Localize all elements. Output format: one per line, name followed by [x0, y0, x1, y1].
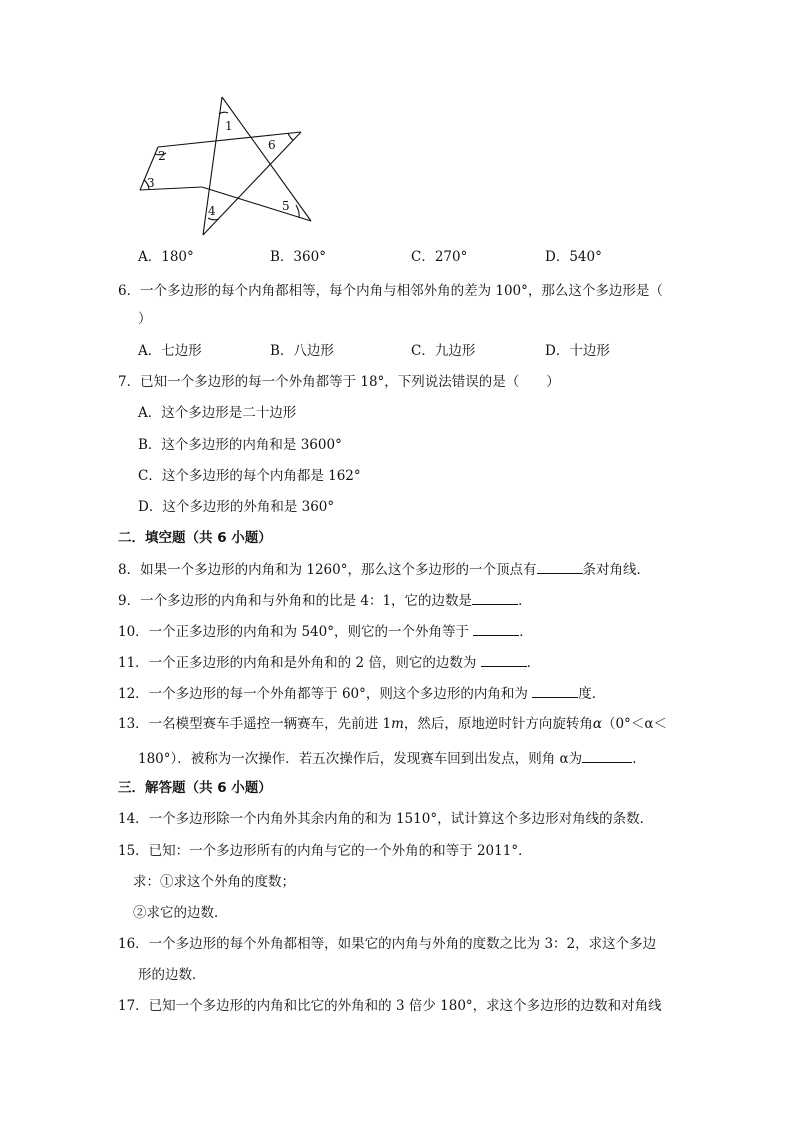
angle-label-4: 4	[208, 204, 216, 218]
q7-option-b[interactable]: B．这个多边形的内角和是 3600°	[138, 437, 342, 453]
q13-alpha: α	[592, 716, 602, 732]
q11	[118, 653, 540, 672]
q8-answer-blank[interactable]	[537, 560, 583, 574]
q13-line2-text-a: 180°）．被称为一次操作．若五次操作后，发现赛车回到出发点，则角 α为	[138, 751, 583, 767]
q5-option-b[interactable]: B．360°	[270, 249, 326, 265]
section-solve-title: 三．解答题（共 6 小题）	[118, 780, 272, 796]
q16-line-2: 形的边数．	[138, 967, 206, 983]
q8-text-a: 8．如果一个多边形的内角和为 1260°，那么这个多边形的一个顶点有	[118, 562, 537, 578]
q14: 14．一个多边形除一个内角外其余内角的和为 1510°，试计算这个多边形对角线的条数．	[118, 811, 654, 827]
q15-sub-2: ②求它的边数．	[133, 905, 228, 921]
q9-text-a: 9．一个多边形的内角和与外角和的比是 4：1，它的边数是	[118, 593, 473, 609]
q9-answer-blank[interactable]	[472, 591, 518, 605]
q10-text-a: 10．一个正多边形的内角和为 540°，则它的一个外角等于	[118, 624, 474, 640]
q11-text-a: 11．一个正多边形的内角和是外角和的 2 倍，则它的边数为	[118, 655, 481, 671]
q5-option-c[interactable]: C．270°	[411, 249, 468, 265]
q10-answer-blank[interactable]	[473, 622, 519, 636]
q6-option-b[interactable]: B．八边形	[270, 343, 334, 359]
section-fill-in-title: 二．填空题（共 6 小题）	[118, 530, 272, 546]
angle-arc-6	[288, 133, 293, 140]
q13-text-c: （0°＜α＜	[602, 716, 667, 732]
q12	[118, 684, 605, 703]
q6-option-a[interactable]: A．七边形	[138, 343, 202, 359]
q12-text-b: 度．	[578, 686, 606, 702]
q13-text-a: 13．一名模型赛车手遥控一辆赛车，先前进 1	[118, 716, 392, 732]
q6-stem: 6．一个多边形的每个内角都相等，每个内角与相邻外角的差为 100°，那么这个多边形是（	[118, 283, 663, 299]
q5-option-a[interactable]: A．180°	[138, 249, 194, 265]
figure-line-ab	[222, 97, 311, 221]
q7-option-a[interactable]: A．这个多边形是二十边形	[138, 405, 297, 421]
q13-line-2	[138, 749, 646, 768]
q12-answer-blank[interactable]	[532, 684, 578, 698]
angle-label-1: 1	[225, 119, 233, 133]
q12-text-a: 12．一个多边形的每一个外角都等于 60°，则这个多边形的内角和为	[118, 686, 533, 702]
q8-text-b: 条对角线．	[582, 562, 650, 578]
q8	[118, 560, 650, 579]
angle-label-6: 6	[268, 138, 276, 152]
q6-option-c[interactable]: C．九边形	[411, 343, 476, 359]
q17-line-1: 17．已知一个多边形的内角和比它的外角和的 3 倍少 180°，求这个多边形的边数和对角线	[118, 998, 662, 1014]
q15-stem: 15．已知：一个多边形所有的内角与它的一个外角的和等于 2011°．	[118, 843, 532, 859]
q13-line2-text-b: ．	[632, 751, 646, 767]
q13-line-1	[118, 715, 667, 733]
q7-option-d[interactable]: D．这个多边形的外角和是 360°	[138, 499, 335, 515]
q7-option-c[interactable]: C．这个多边形的每个内角都是 162°	[138, 468, 361, 484]
q7-stem: 7．已知一个多边形的每一个外角都等于 18°，下列说法错误的是（ ）	[118, 374, 560, 390]
q5-option-d[interactable]: D．540°	[545, 249, 602, 265]
q11-answer-blank[interactable]	[481, 653, 527, 667]
q11-text-b: ．	[526, 655, 541, 671]
q10-text-b: ．	[519, 624, 533, 640]
q13-answer-blank[interactable]	[582, 749, 632, 763]
q9-text-b: ．	[518, 593, 532, 609]
star-polygon-figure	[128, 92, 328, 242]
angle-label-3: 3	[147, 176, 155, 190]
figure-line-bc	[202, 187, 311, 221]
q16-line-1: 16．一个多边形的每个外角都相等，如果它的内角与外角的度数之比为 3：2，求这个多边	[118, 936, 657, 952]
q13-unit: m	[391, 716, 404, 732]
q6-option-d[interactable]: D．十边形	[545, 343, 610, 359]
angle-arc-4	[208, 218, 219, 220]
q13-text-b: ，然后，原地逆时针方向旋转角	[403, 716, 593, 732]
q10	[118, 622, 533, 641]
figure-line-ef	[158, 132, 301, 147]
q6-stem-cont: ）	[138, 311, 152, 327]
q15-sub-1: 求：①求这个外角的度数；	[133, 874, 295, 890]
q9	[118, 591, 532, 610]
angle-label-5: 5	[282, 199, 290, 213]
angle-label-2: 2	[158, 149, 166, 163]
